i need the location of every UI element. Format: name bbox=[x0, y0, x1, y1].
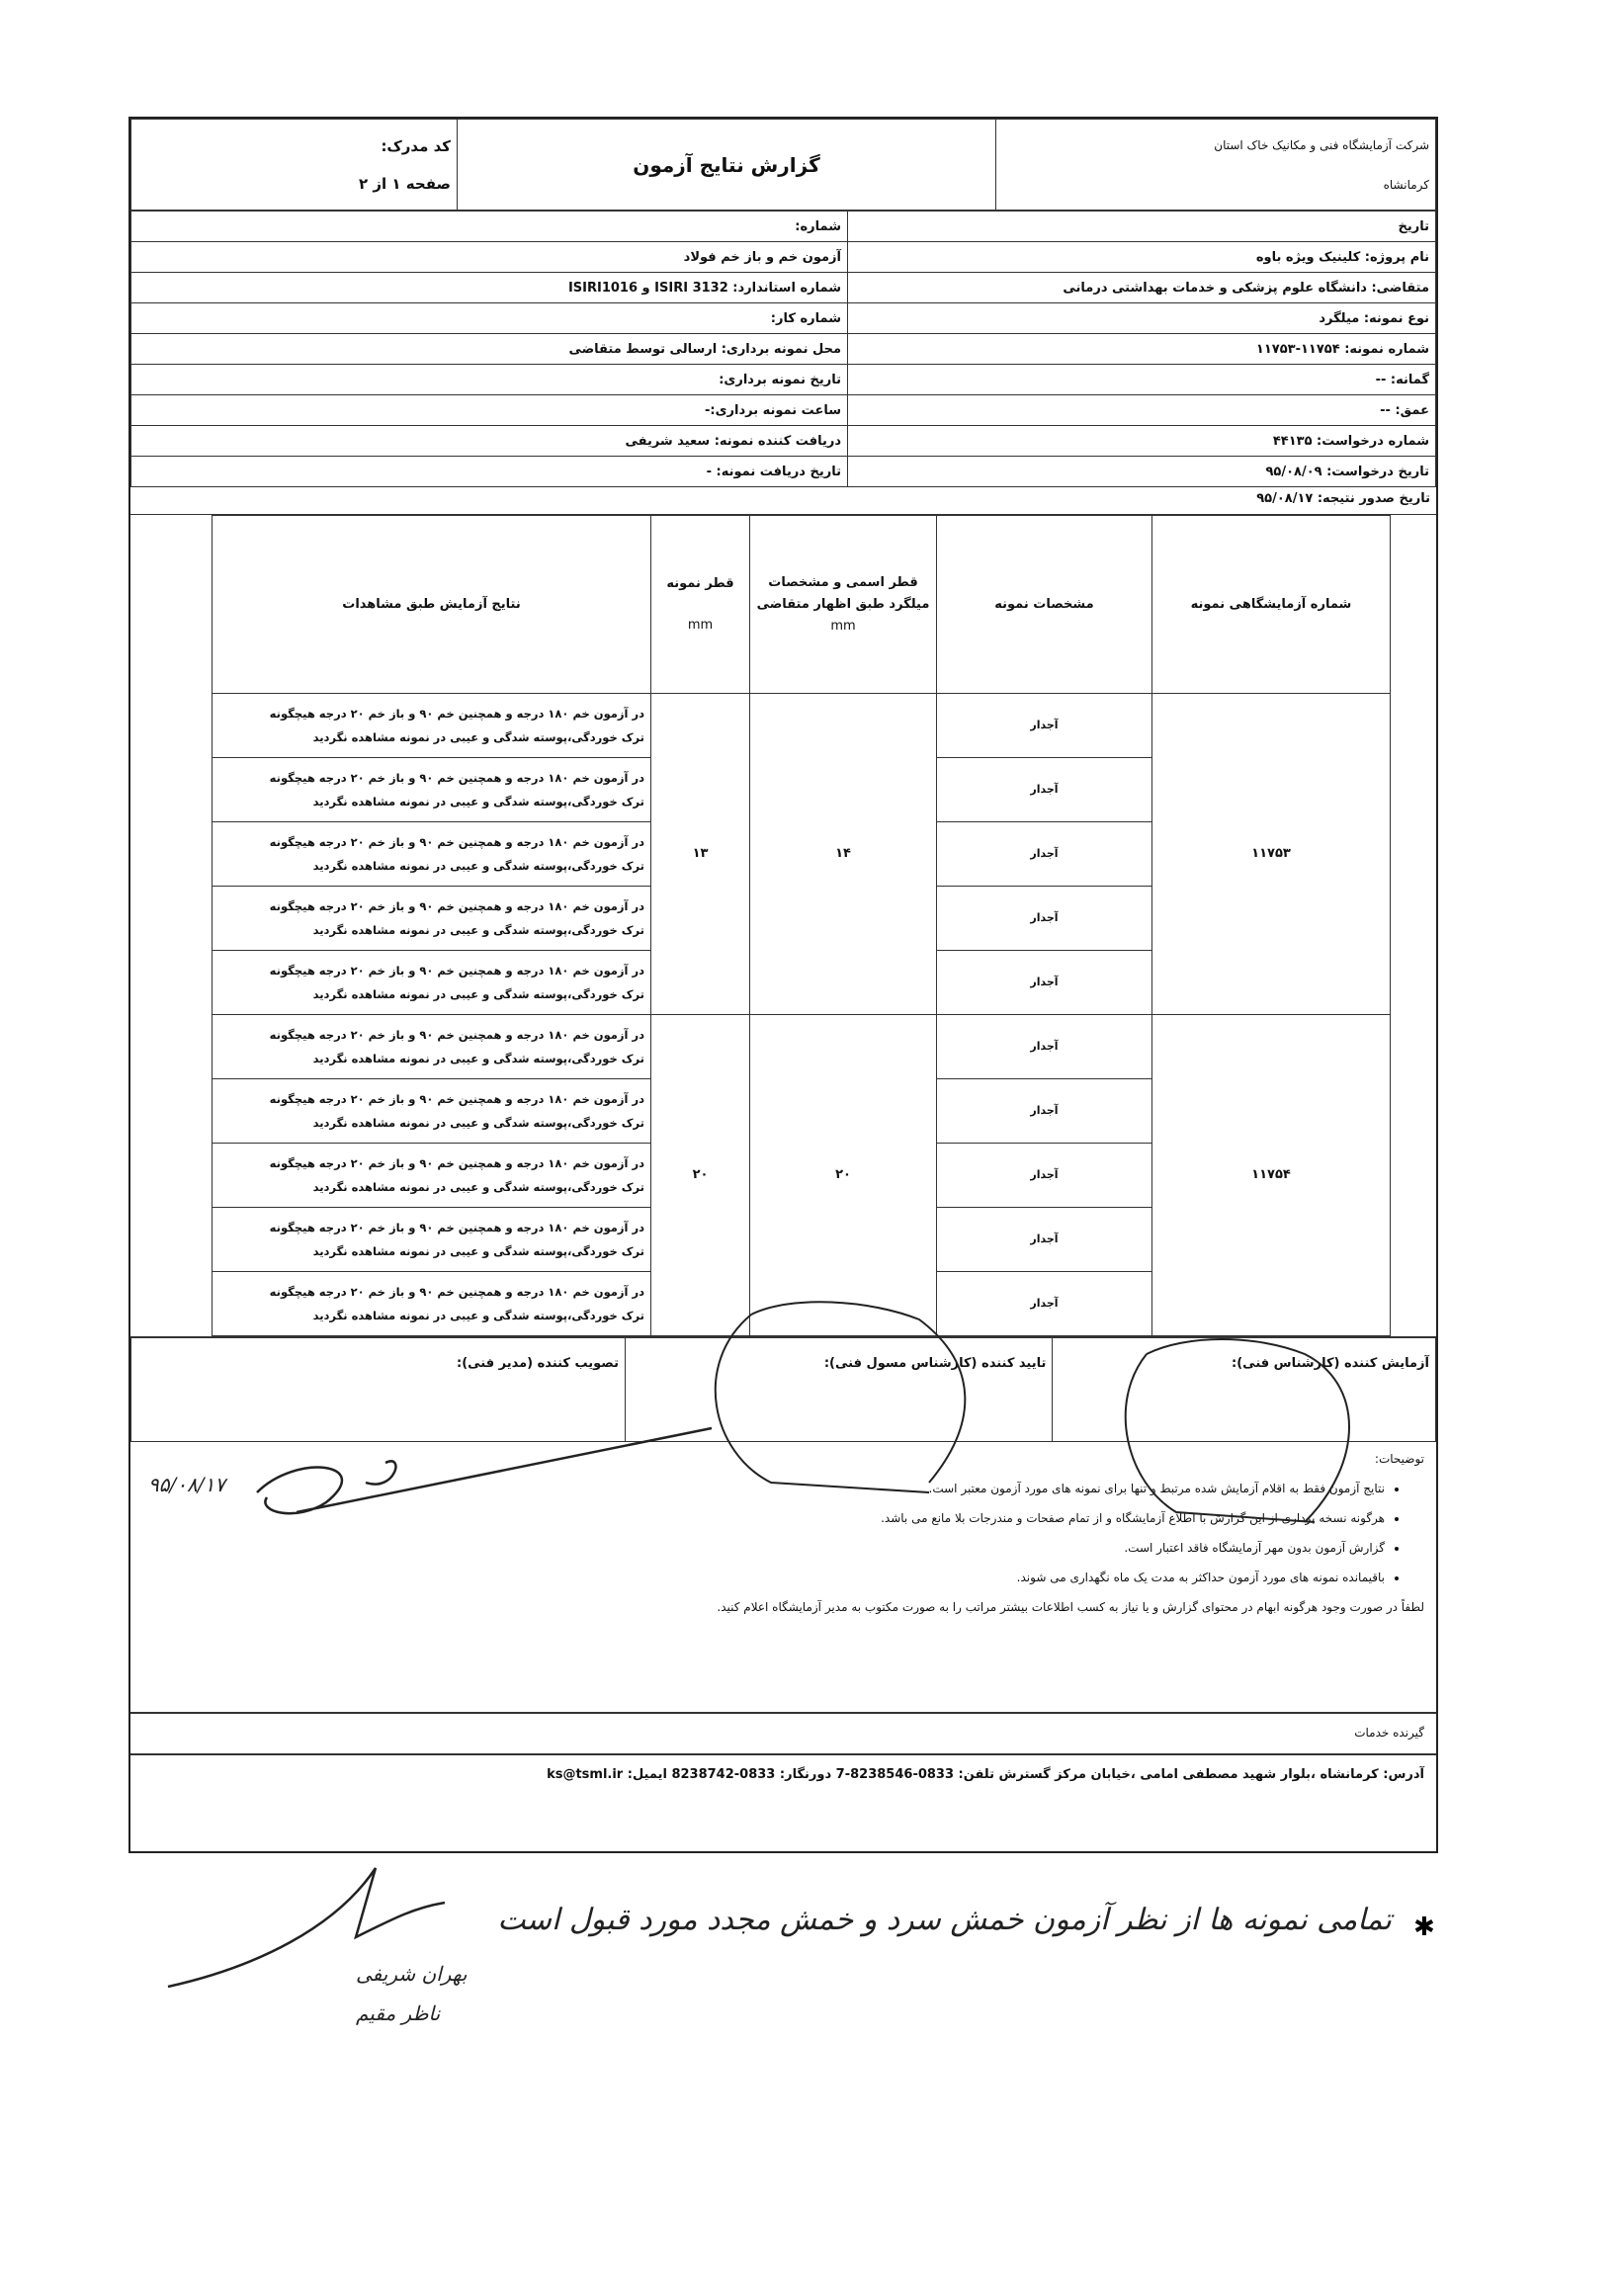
result-line-2: ترک خوردگی،پوسته شدگی و عیبی در نمونه مشاهده نگردید bbox=[312, 923, 644, 937]
result-date: تاریخ صدور نتیجه: ۹۵/۰۸/۱۷ bbox=[130, 487, 1436, 515]
result-line-1: در آزمون خم ۱۸۰ درجه و همچنین خم ۹۰ و باز خم ۲۰ درجه هیچگونه bbox=[269, 1221, 644, 1234]
info-field-left: تاریخ نمونه برداری: bbox=[131, 365, 848, 395]
handwritten-role: ناظر مقیم bbox=[356, 2001, 441, 2025]
note-item: • نتایج آزمون فقط به اقلام آزمایش شده مرتبط و تنها برای نمونه های مورد آزمون معتبر است. bbox=[142, 1482, 1385, 1495]
info-field-right: تاریخ bbox=[848, 212, 1436, 242]
info-field-left: ساعت نمونه برداری:- bbox=[131, 395, 848, 426]
info-field-right: شماره درخواست: ۴۴۱۳۵ bbox=[848, 426, 1436, 457]
handwritten-note: تمامی نمونه ها از نظر آزمون خمش سرد و خمش مجدد مورد قبول است bbox=[497, 1903, 1392, 1937]
info-field-right: نام پروژه: کلینیک ویژه باوه bbox=[848, 242, 1436, 273]
info-field-right: نوع نمونه: میلگرد bbox=[848, 303, 1436, 334]
signature-approver-scribble bbox=[257, 1428, 712, 1513]
sample-spec: آجدار bbox=[937, 1144, 1152, 1208]
doc-code-label: کد مدرک: bbox=[381, 136, 451, 155]
address-line: آدرس: کرمانشاه ،بلوار شهید مصطفی امامی ،خیابان مرکز گسترش تلفن: 0833-8238546-7 دورنگار: 0833-8238742 ایمیل: ks@tsml.ir bbox=[547, 1766, 1424, 1782]
info-field-right: گمانه: -- bbox=[848, 365, 1436, 395]
result-line-2: ترک خوردگی،پوسته شدگی و عیبی در نمونه مشاهده نگردید bbox=[312, 795, 644, 808]
result-line-2: ترک خوردگی،پوسته شدگی و عیبی در نمونه مشاهده نگردید bbox=[312, 1052, 644, 1065]
lab-number: ۱۱۷۵۳ bbox=[1152, 694, 1391, 1015]
info-field-right: متقاضی: دانشگاه علوم پزشکی و خدمات بهداشتی درمانی bbox=[848, 273, 1436, 303]
result-line-1: در آزمون خم ۱۸۰ درجه و همچنین خم ۹۰ و باز خم ۲۰ درجه هیچگونه bbox=[269, 771, 644, 785]
note-item: • باقیمانده نمونه های مورد آزمون حداکثر به مدت یک ماه نگهداری می شوند. bbox=[142, 1571, 1385, 1584]
info-field-left: تاریخ دریافت نمونه: - bbox=[131, 457, 848, 487]
result-line-2: ترک خوردگی،پوسته شدگی و عیبی در نمونه مشاهده نگردید bbox=[312, 859, 644, 873]
th-result: نتایج آزمایش طبق مشاهدات bbox=[213, 516, 651, 694]
result-line-2: ترک خوردگی،پوسته شدگی و عیبی در نمونه مشاهده نگردید bbox=[312, 1244, 644, 1258]
info-field-right: شماره نمونه: ۱۱۷۵۴-۱۱۷۵۳ bbox=[848, 334, 1436, 365]
info-field-right: تاریخ درخواست: ۹۵/۰۸/۰۹ bbox=[848, 457, 1436, 487]
info-field-left: محل نمونه برداری: ارسالی توسط متقاضی bbox=[131, 334, 848, 365]
nominal-diameter: ۱۴ bbox=[750, 694, 937, 1015]
result-line-1: در آزمون خم ۱۸۰ درجه و همچنین خم ۹۰ و باز خم ۲۰ درجه هیچگونه bbox=[269, 899, 644, 913]
report-title: گزارش نتایج آزمون bbox=[458, 120, 996, 211]
company-name: شرکت آزمایشگاه فنی و مکانیک خاک استان bbox=[1214, 137, 1429, 152]
signature-verifier-scribble bbox=[716, 1302, 966, 1492]
th-lab-no: شماره آزمایشگاهی نمونه bbox=[1152, 516, 1391, 694]
sample-spec: آجدار bbox=[937, 822, 1152, 887]
result-line-2: ترک خوردگی،پوسته شدگی و عیبی در نمونه مشاهده نگردید bbox=[312, 987, 644, 1001]
sample-spec: آجدار bbox=[937, 1015, 1152, 1079]
result-line-2: ترک خوردگی،پوسته شدگی و عیبی در نمونه مشاهده نگردید bbox=[312, 1180, 644, 1194]
result-line-2: ترک خوردگی،پوسته شدگی و عیبی در نمونه مشاهده نگردید bbox=[312, 1309, 644, 1322]
approver-signature: تصویب کننده (مدیر فنی): bbox=[131, 1337, 626, 1441]
result-line-1: در آزمون خم ۱۸۰ درجه و همچنین خم ۹۰ و باز خم ۲۰ درجه هیچگونه bbox=[269, 835, 644, 849]
result-line-1: در آزمون خم ۱۸۰ درجه و همچنین خم ۹۰ و باز خم ۲۰ درجه هیچگونه bbox=[269, 1028, 644, 1042]
service-receiver: گیرنده خدمات bbox=[130, 1714, 1436, 1755]
nominal-diameter: ۲۰ bbox=[750, 1015, 937, 1336]
company-city: کرمانشاه bbox=[1383, 177, 1429, 192]
th-nominal-unit: mm bbox=[830, 618, 856, 634]
th-spec: مشخصات نمونه bbox=[937, 516, 1152, 694]
star-mark: ✱ bbox=[1413, 1913, 1435, 1942]
note-item: • گزارش آزمون بدون مهر آزمایشگاه فاقد اعتبار است. bbox=[142, 1541, 1385, 1555]
sample-spec: آجدار bbox=[937, 1208, 1152, 1272]
info-field-left: شماره کار: bbox=[131, 303, 848, 334]
signature-tester-scribble bbox=[1126, 1339, 1349, 1522]
handwritten-name: بهران شریفی bbox=[356, 1962, 468, 1986]
lab-number: ۱۱۷۵۴ bbox=[1152, 1015, 1391, 1336]
sample-spec: آجدار bbox=[937, 758, 1152, 822]
sample-spec: آجدار bbox=[937, 1272, 1152, 1336]
sample-spec: آجدار bbox=[937, 887, 1152, 951]
result-line-2: ترک خوردگی،پوسته شدگی و عیبی در نمونه مشاهده نگردید bbox=[312, 730, 644, 744]
result-line-1: در آزمون خم ۱۸۰ درجه و همچنین خم ۹۰ و باز خم ۲۰ درجه هیچگونه bbox=[269, 1092, 644, 1106]
sample-spec: آجدار bbox=[937, 694, 1152, 758]
info-field-right: عمق: -- bbox=[848, 395, 1436, 426]
approver-date: ۹۵/۰۸/۱۷ bbox=[148, 1473, 225, 1496]
info-field-left: دریافت کننده نمونه: سعید شریفی bbox=[131, 426, 848, 457]
th-nominal-label: قطر اسمی و مشخصات میلگرد طبق اظهار متقاضی bbox=[756, 574, 930, 612]
info-field-left: شماره استاندارد: ISIRI 3132 و ISIRI1016 bbox=[131, 273, 848, 303]
info-field-left: شماره: bbox=[131, 212, 848, 242]
th-diameter-unit: mm bbox=[687, 617, 714, 633]
verifier-signature: تایید کننده (کارشناس مسول فنی): bbox=[626, 1337, 1053, 1441]
result-line-1: در آزمون خم ۱۸۰ درجه و همچنین خم ۹۰ و باز خم ۲۰ درجه هیچگونه bbox=[269, 964, 644, 978]
sample-spec: آجدار bbox=[937, 1079, 1152, 1144]
result-line-2: ترک خوردگی،پوسته شدگی و عیبی در نمونه مشاهده نگردید bbox=[312, 1116, 644, 1130]
notes-title: توضیحات: bbox=[1374, 1451, 1424, 1466]
sample-spec: آجدار bbox=[937, 951, 1152, 1015]
sample-diameter: ۱۳ bbox=[651, 694, 750, 1015]
th-diameter-label: قطر نمونه bbox=[666, 575, 734, 591]
result-line-1: در آزمون خم ۱۸۰ درجه و همچنین خم ۹۰ و باز خم ۲۰ درجه هیچگونه bbox=[269, 1285, 644, 1299]
sample-diameter: ۲۰ bbox=[651, 1015, 750, 1336]
notes-footer: لطفاً در صورت وجود هرگونه ابهام در محتوای گزارش و یا نیاز به کسب اطلاعات بیشتر مراتب را به صورت مکتوب به مدیر آزمایشگاه اعلام کنید. bbox=[717, 1599, 1424, 1614]
result-line-1: در آزمون خم ۱۸۰ درجه و همچنین خم ۹۰ و باز خم ۲۰ درجه هیچگونه bbox=[269, 1156, 644, 1170]
tester-signature: آزمایش کننده (کارشناس فنی): bbox=[1053, 1337, 1436, 1441]
result-line-1: در آزمون خم ۱۸۰ درجه و همچنین خم ۹۰ و باز خم ۲۰ درجه هیچگونه bbox=[269, 707, 644, 721]
note-item: • هرگونه نسخه برداری از این گزارش با اطلاع آزمایشگاه و از تمام صفحات و مندرجات بلا مانع می باشد. bbox=[142, 1511, 1385, 1525]
page-number: صفحه ۱ از ۲ bbox=[359, 174, 451, 193]
info-field-left: آزمون خم و باز خم فولاد bbox=[131, 242, 848, 273]
